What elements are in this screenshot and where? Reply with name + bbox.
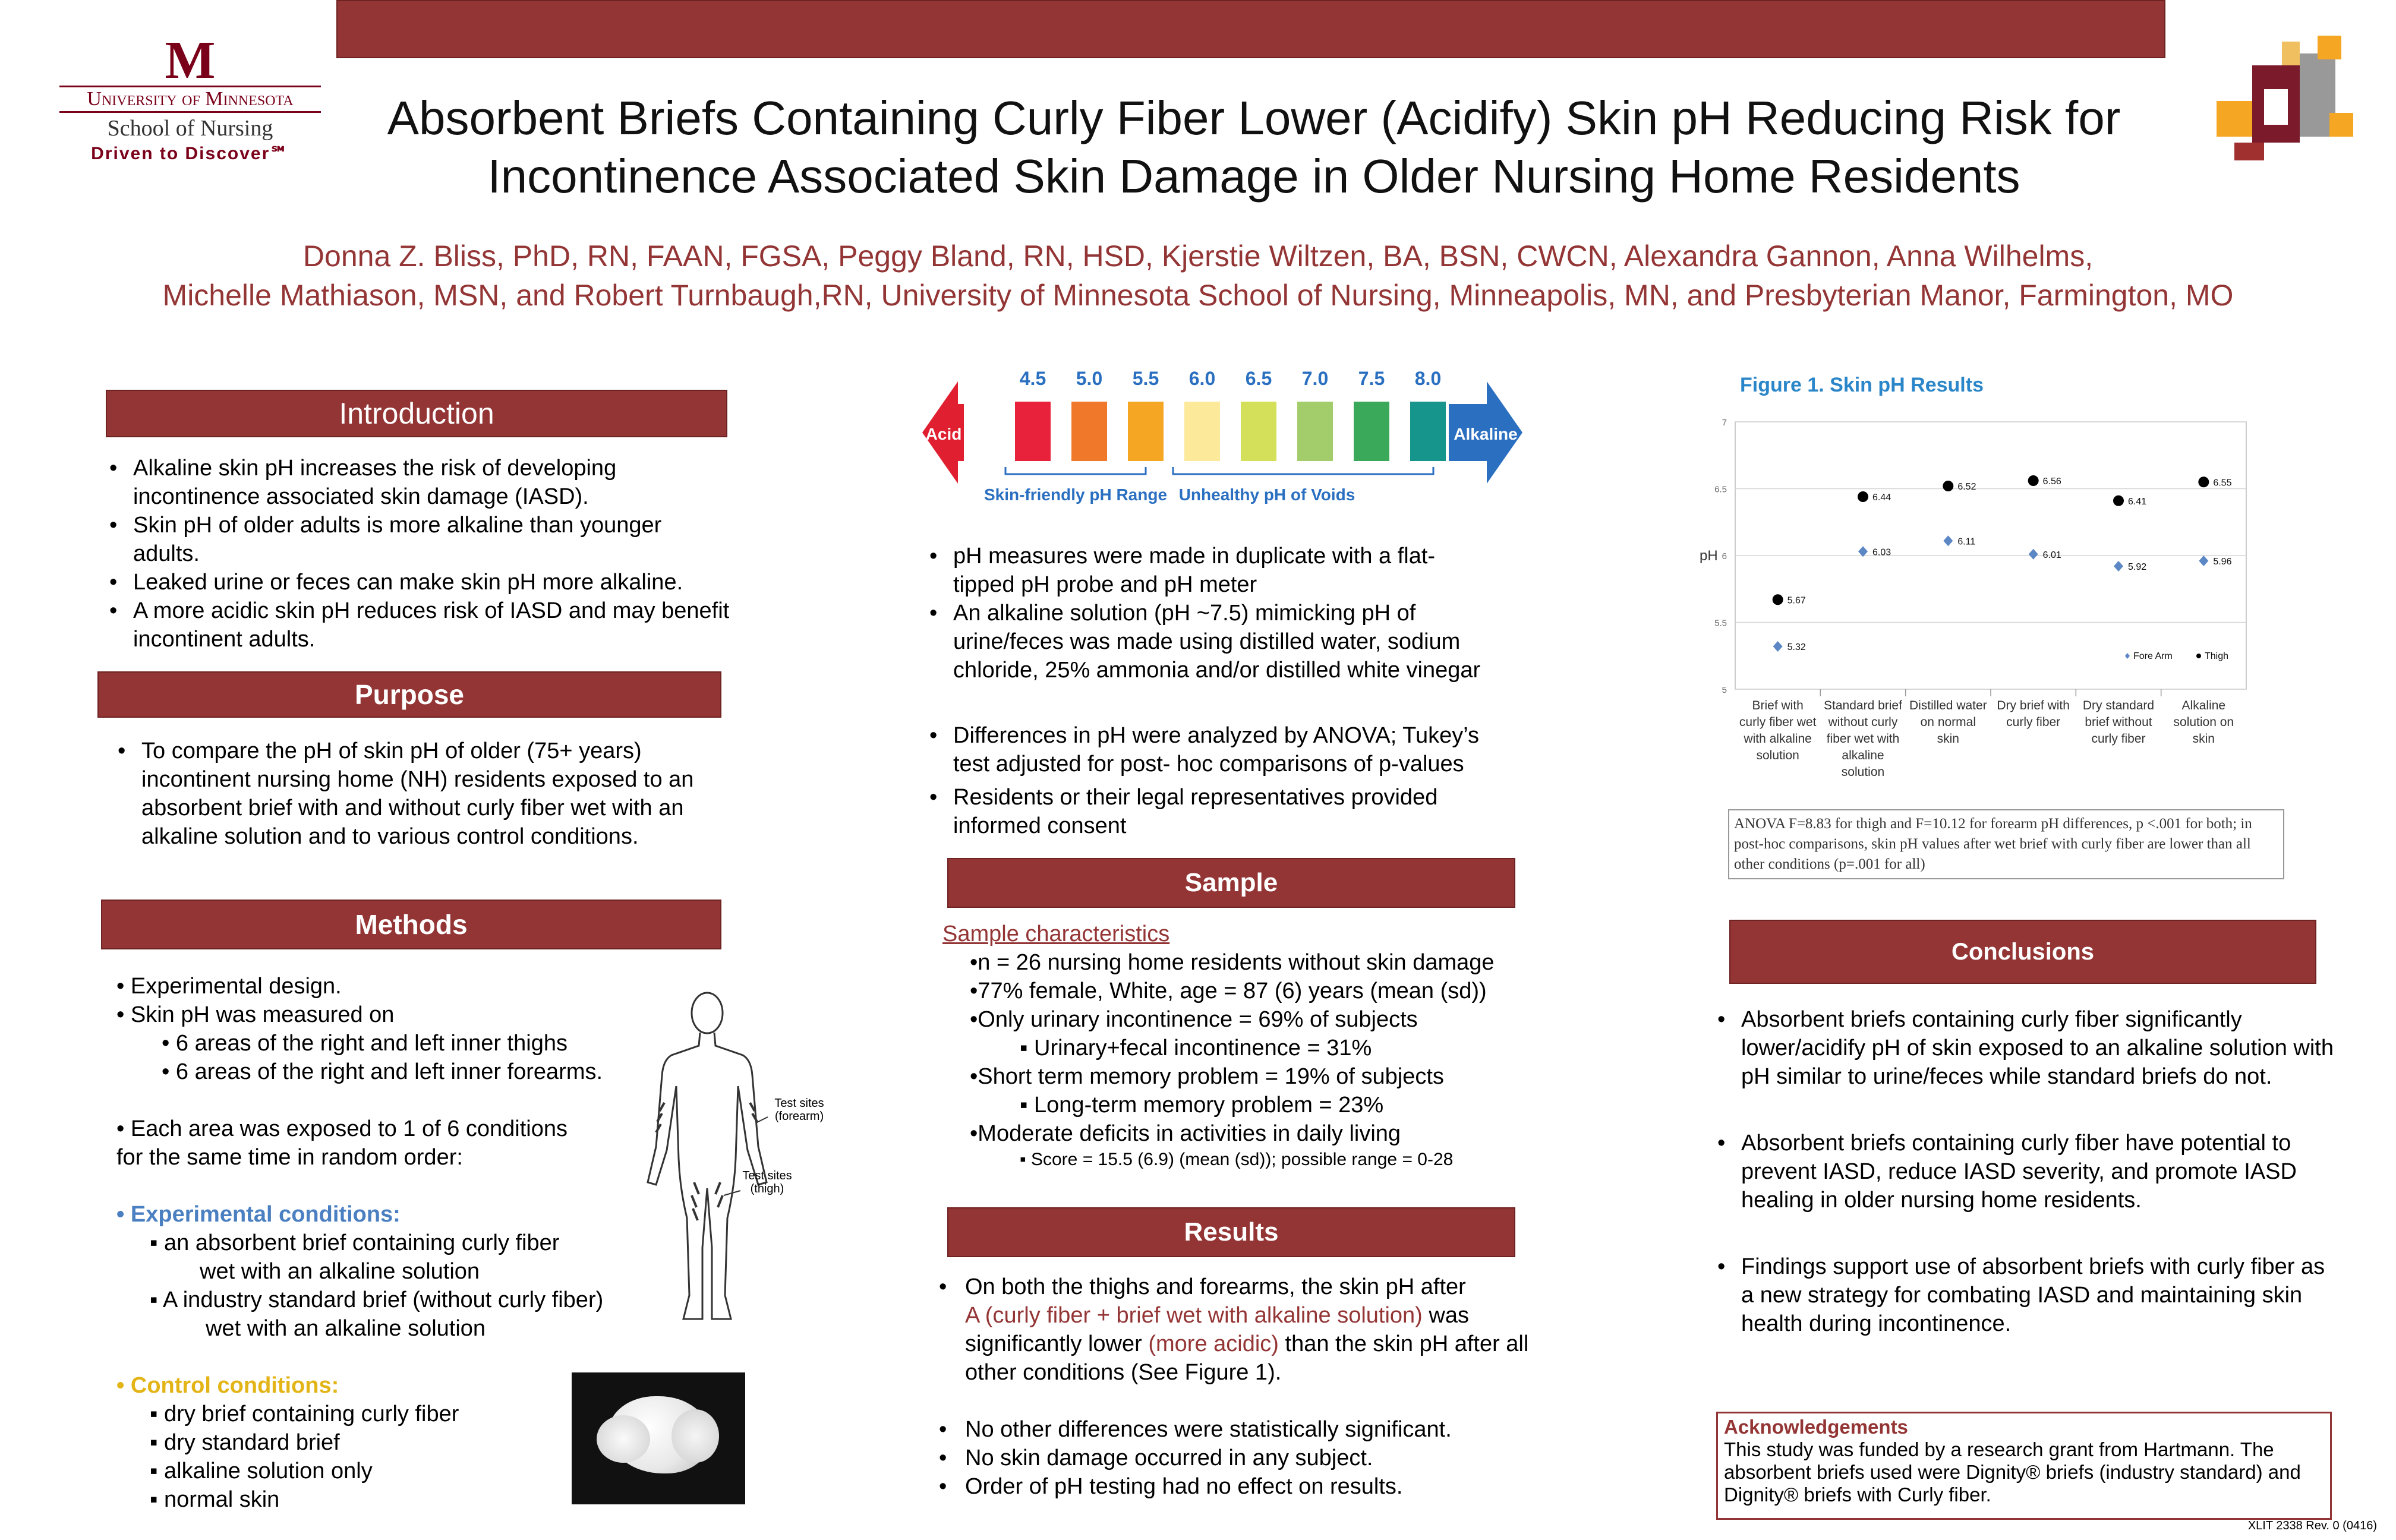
data-label: 5.32 — [1787, 642, 1806, 652]
alkaline-label: Alkaline — [1454, 425, 1518, 443]
y-tick-label: 5 — [1722, 685, 1727, 695]
data-label: 6.52 — [1957, 482, 1976, 492]
conclusions-heading: Conclusions — [1729, 920, 2316, 984]
ph-swatch — [1354, 402, 1389, 461]
exp-condition-1: ▪ an absorbent brief containing curly fiber — [150, 1230, 560, 1255]
anova-note: ANOVA F=8.83 for thigh and F=10.12 for forearm pH differences, p <.001 for both; in post-hoc comparisons, skin pH values after wet brief with curly fiber are lower than all other conditions (p=.001 for all) — [1728, 809, 2284, 879]
forearm-point — [1943, 535, 1953, 546]
y-tick-label: 5.5 — [1714, 618, 1727, 629]
ph-value-label: 5.5 — [1132, 368, 1159, 389]
body-outline-figure — [630, 986, 844, 1343]
data-label: 6.55 — [2213, 478, 2232, 488]
curly-fiber-photo — [572, 1372, 745, 1504]
results-text — [939, 1273, 1533, 1501]
ph-swatch — [1184, 402, 1220, 461]
fiber-blob — [671, 1409, 719, 1463]
x-tick-label: Dry brief with curly fiber — [1997, 699, 2070, 729]
legend-label: Fore Arm — [2133, 651, 2173, 661]
thigh-point — [2028, 475, 2039, 486]
ph-value-label: 5.0 — [1076, 368, 1103, 389]
authors — [0, 236, 2396, 315]
results-heading: Results — [947, 1207, 1515, 1257]
methods-item-design: • Experimental design. — [116, 974, 342, 999]
ph-swatch — [1015, 402, 1051, 461]
purpose-heading: Purpose — [97, 671, 721, 718]
list-item: • Absorbent briefs containing curly fiber significantly lower/acidify pH of skin exposed to an alkaline solution with pH similar to urine/feces while standard briefs do not. — [1741, 1005, 2335, 1091]
unhealthy-range-label: Unhealthy pH of Voids — [1178, 485, 1355, 504]
control-condition: ▪ normal skin — [150, 1487, 280, 1512]
block-m-wordmark: M — [165, 31, 216, 90]
corner-logo-icon — [2211, 24, 2365, 178]
exp-condition-1-cont: wet with an alkaline solution — [200, 1259, 480, 1284]
logo-university: University of Minnesota — [59, 86, 321, 113]
purpose-list — [141, 737, 718, 851]
title-line-2: Incontinence Associated Skin Damage in Older Nursing Home Residents — [487, 150, 2020, 203]
sample-heading: Sample — [947, 858, 1515, 908]
ph-scale-graphic — [922, 368, 1534, 523]
fiber-blob — [597, 1415, 650, 1463]
thigh-point — [1943, 481, 1953, 491]
control-condition: ▪ dry standard brief — [150, 1430, 340, 1455]
sample-characteristics — [942, 920, 1537, 1172]
methods-item-conditions: • Each area was exposed to 1 of 6 conditions — [116, 1116, 568, 1141]
thigh-point — [2198, 476, 2209, 487]
results-item: • Order of pH testing had no effect on results. — [939, 1474, 1403, 1499]
methods-item-measured: • Skin pH was measured on — [116, 1002, 395, 1027]
sample-line: •Moderate deficits in activities in daily living — [970, 1121, 1401, 1146]
sample-subline: ▪ Urinary+fecal incontinence = 31% — [1020, 1036, 1372, 1061]
data-label: 5.96 — [2213, 557, 2232, 567]
forearm-point — [2199, 556, 2208, 566]
acknowledgements-box — [1716, 1412, 2332, 1520]
control-condition: ▪ dry brief containing curly fiber — [150, 1402, 459, 1427]
results-item: • No other differences were statistically significant. — [939, 1417, 1452, 1442]
methods-heading: Methods — [101, 900, 721, 949]
data-label: 6.11 — [1957, 537, 1976, 547]
data-label: 5.92 — [2128, 562, 2147, 572]
acknowledgements-text: This study was funded by a research grant from Hartmann. The absorbent briefs used were Dignity® briefs (industry standard) and Dignity® briefs with Curly fiber. — [1724, 1438, 2301, 1506]
y-tick-label: 7 — [1722, 418, 1727, 428]
sample-line: •n = 26 nursing home residents without skin damage — [970, 950, 1495, 975]
chart-title: Figure 1. Skin pH Results — [1740, 374, 1984, 396]
ph-value-label: 6.5 — [1245, 368, 1272, 389]
acknowledgements-heading: Acknowledgements — [1724, 1416, 1908, 1438]
poster-title — [333, 89, 2175, 206]
list-item: • Absorbent briefs containing curly fiber have potential to prevent IASD, reduce IASD severity, and promote IASD healing in older nursing home residents. — [1741, 1129, 2335, 1214]
list-item: • To compare the pH of skin pH of older (75+ years) incontinent nursing home (NH) residents exposed to an absorbent brief with and without curly fiber wet with an alkaline solution and to various control conditions. — [141, 737, 718, 851]
legend-label: Thigh — [2205, 651, 2229, 661]
control-heading: • Control conditions: — [116, 1373, 339, 1398]
data-label: 6.01 — [2042, 550, 2061, 560]
footer-code: XLIT 2338 Rev. 0 (0416) — [2247, 1519, 2377, 1532]
methods-sub-thighs: • 6 areas of the right and left inner thighs — [162, 1031, 568, 1056]
data-label: 6.03 — [1872, 547, 1891, 558]
thigh-point — [1858, 491, 1868, 502]
ph-value-label: 6.0 — [1188, 368, 1216, 389]
logo-tagline: Driven to Discover℠ — [91, 144, 289, 163]
control-condition: ▪ alkaline solution only — [150, 1459, 373, 1484]
list-item: • Skin pH of older adults is more alkaline than younger adults. — [133, 511, 733, 568]
data-label: 6.41 — [2128, 496, 2147, 507]
x-tick-label: Dry standard brief without curly fiber — [2082, 699, 2155, 746]
analysis-list — [953, 721, 1488, 840]
friendly-range-label: Skin-friendly pH Range — [983, 485, 1168, 504]
list-item: • Differences in pH were analyzed by ANOVA; Tukey’s test adjusted for post- hoc comparisons of p-values — [953, 721, 1488, 778]
figure-label-thigh: Test sites (thigh) — [742, 1169, 792, 1195]
legend-marker — [2125, 653, 2130, 659]
sample-subline-small: ▪ Score = 15.5 (6.9) (mean (sd)); possible range = 0-28 — [1020, 1150, 1454, 1169]
x-tick-label: Distilled water on normal skin — [1909, 699, 1987, 746]
conclusions-list — [1741, 1005, 2335, 1338]
x-tick-label: Standard brief without curly fiber wet with alkaline solution — [1824, 699, 1902, 779]
ph-swatches — [1015, 368, 1446, 461]
authors-line-1: Donna Z. Bliss, PhD, RN, FAAN, FGSA, Peggy Bland, RN, HSD, Kjerstie Wiltzen, BA, BSN, CWCN, Alexandra Gannon, Anna Wilhelms, — [302, 239, 2094, 273]
ph-swatch — [1071, 402, 1107, 461]
list-item: • An alkaline solution (pH ~7.5) mimicking pH of urine/feces was made using distilled water, sodium chloride, 25% ammonia and/or distilled white vinegar — [953, 599, 1488, 684]
ph-value-label: 4.5 — [1019, 368, 1046, 389]
forearm-point — [2114, 561, 2123, 572]
skin-ph-chart — [1688, 404, 2282, 796]
sample-subline: ▪ Long-term memory problem = 23% — [1020, 1093, 1384, 1118]
thigh-point — [2113, 496, 2124, 506]
top-banner — [336, 0, 2165, 58]
data-label: 6.56 — [2042, 476, 2061, 487]
forearm-point — [2029, 549, 2038, 560]
thigh-point — [1773, 594, 1783, 605]
authors-line-2: Michelle Mathiason, MSN, and Robert Turnbaugh,RN, University of Minnesota School of Nursing, Minneapolis, MN, and Presbyterian Manor, Farmington, MO — [162, 279, 2234, 312]
x-tick-label: Brief with curly fiber wet with alkaline solution — [1739, 699, 1817, 762]
title-line-1: Absorbent Briefs Containing Curly Fiber Lower (Acidify) Skin pH Reducing Risk for — [387, 91, 2121, 144]
list-item: • Residents or their legal representatives provided informed consent — [953, 783, 1488, 840]
legend-marker — [2196, 654, 2201, 658]
sample-line: •Only urinary incontinence = 69% of subjects — [970, 1007, 1418, 1032]
logo-school: School of Nursing — [107, 116, 273, 141]
experimental-heading: • Experimental conditions: — [116, 1202, 401, 1227]
ph-swatch — [1128, 402, 1164, 461]
x-tick-label: Alkaline solution on skin — [2173, 699, 2234, 746]
results-item: • No skin damage occurred in any subject. — [939, 1446, 1373, 1470]
list-item: • Alkaline skin pH increases the risk of developing incontinence associated skin damage (IASD). — [133, 454, 733, 511]
ph-value-label: 7.0 — [1301, 368, 1329, 389]
methods-item-conditions-cont: for the same time in random order: — [116, 1145, 463, 1170]
figure-label-forearm: Test sites (forearm) — [774, 1097, 824, 1123]
data-label: 5.67 — [1787, 595, 1806, 606]
ph-swatch — [1241, 402, 1276, 461]
sample-line: •77% female, White, age = 87 (6) years (mean (sd)) — [970, 979, 1487, 1003]
results-item-main: • On both the thighs and forearms, the skin pH after A (curly fiber + brief wet with alkaline solution) was significantly lower (more acidic) than the skin pH after all other conditions (See Figure 1). — [939, 1274, 1529, 1385]
introduction-heading: Introduction — [106, 390, 727, 437]
ph-swatch — [1410, 402, 1446, 461]
forearm-point — [1773, 641, 1783, 652]
procedure-list — [953, 542, 1488, 684]
data-label: 6.44 — [1872, 493, 1891, 503]
y-axis-label: pH — [1700, 548, 1718, 564]
y-tick-label: 6.5 — [1714, 484, 1727, 495]
sample-line: •Short term memory problem = 19% of subjects — [970, 1064, 1444, 1089]
ph-value-label: 8.0 — [1414, 368, 1442, 389]
list-item: • Leaked urine or feces can make skin pH more alkaline. — [133, 568, 733, 597]
introduction-list — [133, 454, 733, 654]
y-tick-label: 6 — [1722, 551, 1727, 561]
acid-label: Acid — [925, 425, 962, 443]
list-item: • pH measures were made in duplicate with a flat-tipped pH probe and pH meter — [953, 542, 1488, 599]
ph-value-label: 7.5 — [1358, 368, 1385, 389]
list-item: • Findings support use of absorbent briefs with curly fiber as a new strategy for combating IASD and maintaining skin health during incontinence. — [1741, 1252, 2335, 1338]
university-logo — [59, 31, 321, 190]
exp-condition-2-cont: wet with an alkaline solution — [206, 1316, 486, 1341]
list-item: • A more acidic skin pH reduces risk of IASD and may benefit incontinent adults. — [133, 597, 733, 654]
exp-condition-2: ▪ A industry standard brief (without curly fiber) — [150, 1287, 604, 1312]
methods-sub-forearms: • 6 areas of the right and left inner forearms. — [162, 1059, 603, 1084]
sample-subheading: Sample characteristics — [942, 922, 1170, 946]
ph-swatch — [1297, 402, 1333, 461]
